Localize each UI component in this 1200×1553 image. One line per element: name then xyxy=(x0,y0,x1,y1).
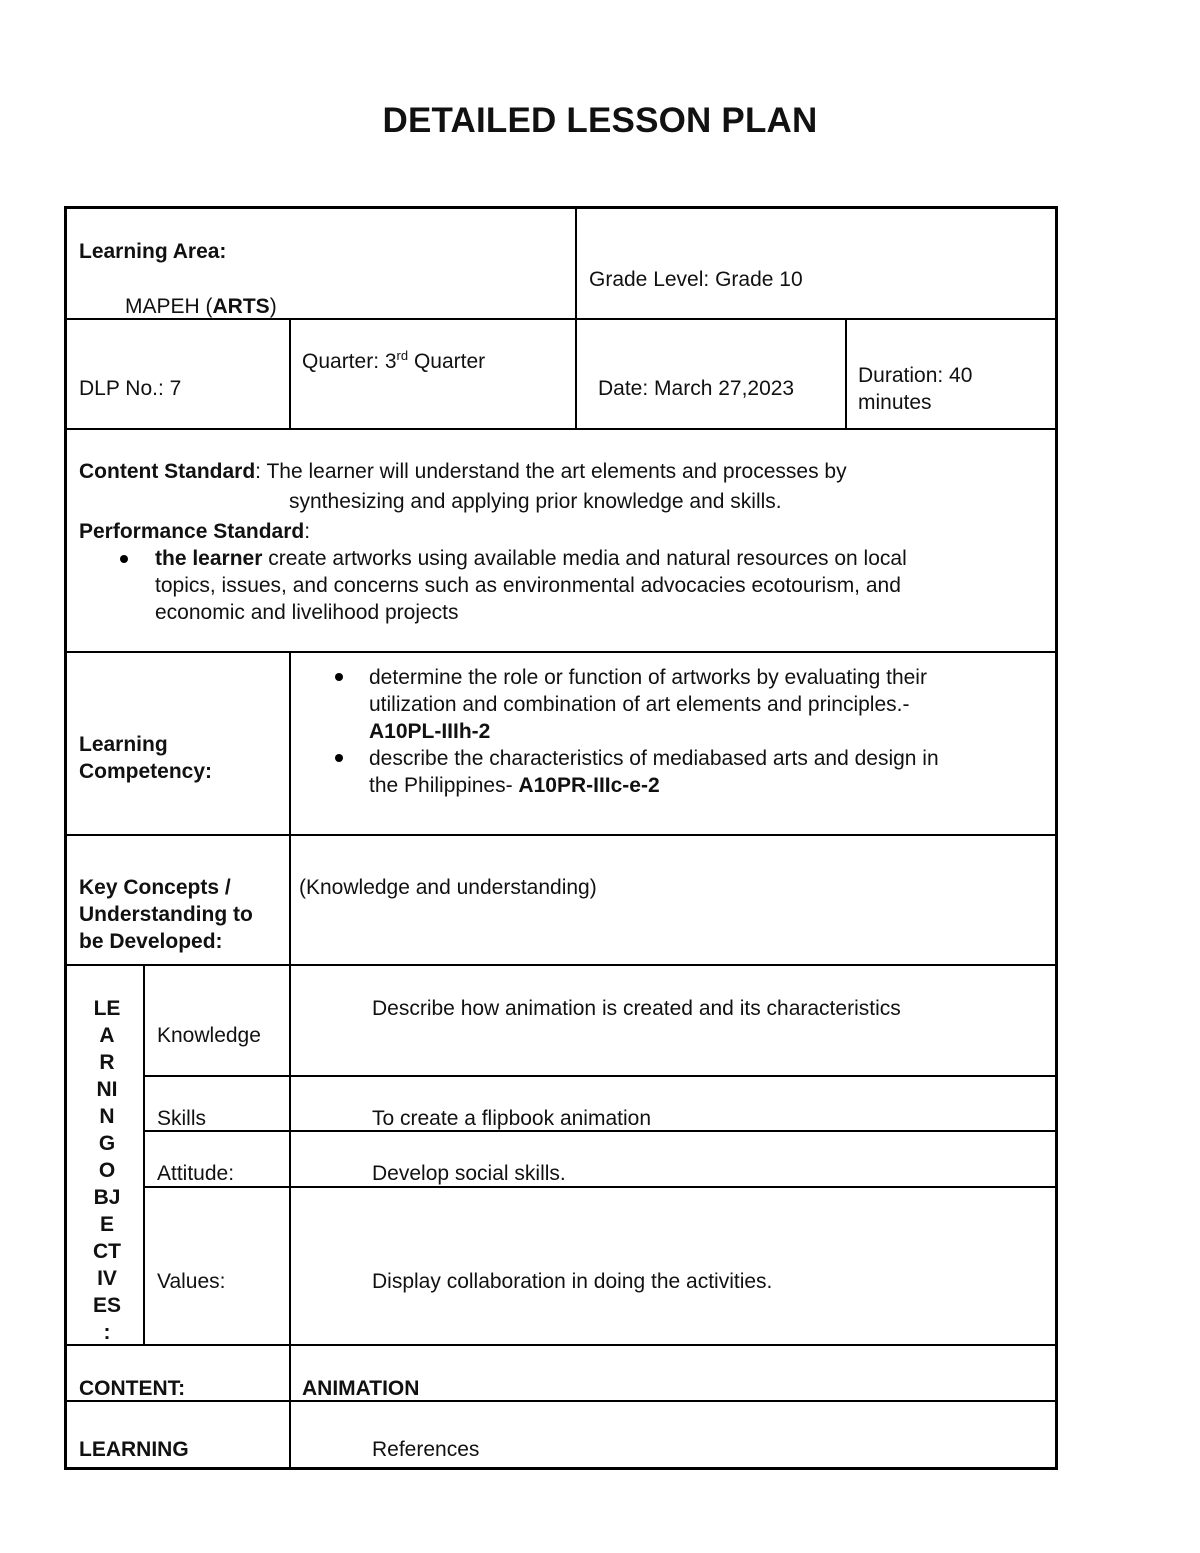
competency-label-line-2: Competency: xyxy=(79,760,213,783)
bullet-icon xyxy=(335,673,343,681)
duration-line-1: Duration: 40 xyxy=(858,364,973,387)
skills-label: Skills xyxy=(157,1107,207,1130)
competency-code-2: A10PR-IIIc-e-2 xyxy=(518,774,660,797)
attitude-label: Attitude: xyxy=(157,1162,235,1185)
competency-item-1-line-1: determine the role or function of artworks by evaluating their xyxy=(369,666,927,689)
values-value: Display collaboration in doing the activities. xyxy=(372,1270,773,1293)
quarter: Quarter: 3rd Quarter xyxy=(302,348,486,373)
row-divider xyxy=(66,428,1056,430)
row-divider xyxy=(143,1186,1056,1188)
competency-label-line-1: Learning xyxy=(79,733,168,756)
values-label: Values: xyxy=(157,1270,226,1293)
key-concepts-label-line-1: Key Concepts / xyxy=(79,876,231,899)
learning-objectives-vertical-label: LE A R NI N G O BJ E CT IV ES : xyxy=(92,997,121,1344)
references-label: References xyxy=(372,1438,480,1461)
row-divider xyxy=(143,1075,1056,1077)
content-standard-line-2: synthesizing and applying prior knowledge and skills. xyxy=(289,490,782,513)
content-standard-label: Content Standard xyxy=(79,460,256,483)
performance-standard-line-1: the learner create artworks using available media and natural resources on local xyxy=(155,547,907,570)
knowledge-label: Knowledge xyxy=(157,1024,261,1047)
row-divider xyxy=(66,1344,1056,1346)
performance-standard-line-3: economic and livelihood projects xyxy=(155,601,459,624)
performance-standard-line-2: topics, issues, and concerns such as environmental advocacies ecotourism, and xyxy=(155,574,901,597)
row-divider xyxy=(66,1400,1056,1402)
key-concepts-label-line-3: be Developed: xyxy=(79,930,223,953)
column-divider xyxy=(289,652,291,1467)
page-title: DETAILED LESSON PLAN xyxy=(382,101,818,140)
key-concepts-label-line-2: Understanding to xyxy=(79,903,253,926)
competency-item-2-line-2: the Philippines- A10PR-IIIc-e-2 xyxy=(369,774,660,797)
attitude-value: Develop social skills. xyxy=(372,1162,566,1185)
column-divider xyxy=(575,209,577,429)
knowledge-value: Describe how animation is created and its characteristics xyxy=(372,997,901,1020)
row-divider xyxy=(66,834,1056,836)
performance-standard: Performance Standard: xyxy=(79,520,311,543)
learning-label: LEARNING xyxy=(79,1438,189,1461)
performance-standard-label: Performance Standard xyxy=(79,520,305,543)
column-divider xyxy=(143,965,145,1345)
content-standard: Content Standard: The learner will understand the art elements and processes by xyxy=(79,460,847,483)
competency-item-2-line-1: describe the characteristics of mediabased arts and design in xyxy=(369,747,939,770)
dlp-number: DLP No.: 7 xyxy=(79,377,182,400)
learning-area-value: MAPEH (ARTS) xyxy=(125,295,277,318)
column-divider xyxy=(845,319,847,429)
content-value: ANIMATION xyxy=(302,1377,420,1400)
learning-area-arts: ARTS xyxy=(212,295,270,318)
bullet-icon xyxy=(120,555,128,563)
grade-level: Grade Level: Grade 10 xyxy=(589,268,803,291)
row-divider xyxy=(66,651,1056,653)
learning-area-label: Learning Area: xyxy=(79,240,227,263)
row-divider xyxy=(66,964,1056,966)
column-divider xyxy=(289,319,291,429)
lesson-date: Date: March 27,2023 xyxy=(598,377,795,400)
key-concepts-value: (Knowledge and understanding) xyxy=(299,876,597,899)
bullet-icon xyxy=(335,754,343,762)
content-label: CONTENT: xyxy=(79,1377,186,1400)
duration-line-2: minutes xyxy=(858,391,932,414)
competency-item-1-line-2: utilization and combination of art elements and principles.- xyxy=(369,693,910,716)
competency-code-1: A10PL-IIIh-2 xyxy=(369,720,491,743)
skills-value: To create a flipbook animation xyxy=(372,1107,651,1130)
